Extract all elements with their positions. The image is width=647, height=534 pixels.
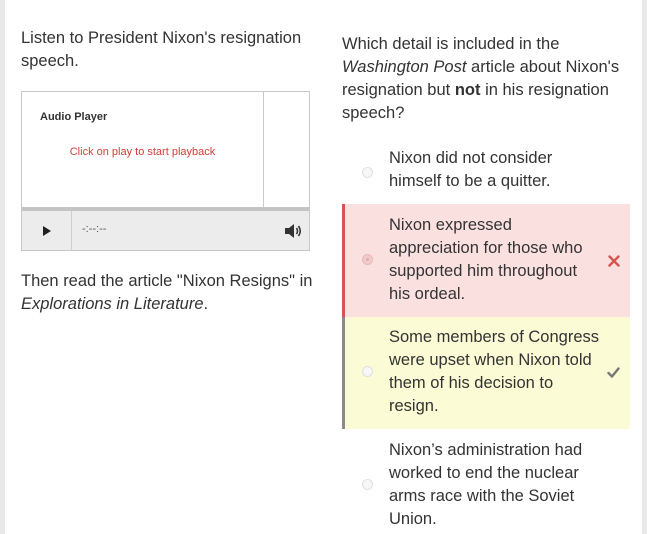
question-source: Washington Post: [342, 58, 467, 76]
player-title: Audio Player: [40, 111, 108, 123]
question-part-2: article about Nixon's resignation but: [342, 58, 620, 99]
radio-button[interactable]: [362, 167, 373, 178]
question-part-3: in his resignation speech?: [342, 81, 609, 122]
answer-option-4[interactable]: [342, 429, 630, 534]
answer-option-2[interactable]: [342, 204, 630, 317]
play-icon: [43, 226, 51, 236]
question-part-1: Which detail is included in the: [342, 35, 560, 53]
playback-message: Click on play to start playback: [69, 146, 216, 158]
answer-option-text: Nixon expressed appreciation for those who supported him throughout his ordeal.: [389, 216, 583, 303]
player-controls: [22, 211, 309, 250]
content-card: [5, 0, 642, 534]
reading-instruction-prefix: Then read the article "Nixon Resigns" in: [21, 272, 313, 290]
answer-option-3[interactable]: [342, 317, 630, 429]
x-icon: [608, 255, 620, 267]
question-emphasis: not: [454, 81, 481, 99]
time-display: -:--:--: [82, 223, 107, 235]
radio-button[interactable]: [362, 366, 373, 377]
reading-instruction-suffix: .: [203, 295, 209, 313]
check-icon: [607, 367, 620, 378]
question-text: [342, 33, 632, 125]
answer-option-text: Nixon did not consider himself to be a quitter.: [389, 149, 553, 190]
audio-player: [21, 91, 310, 251]
answer-option-1[interactable]: [342, 141, 630, 204]
volume-button[interactable]: [284, 222, 304, 240]
reading-instruction: [21, 270, 313, 316]
radio-button[interactable]: [362, 479, 373, 490]
book-title: Explorations in Literature: [21, 295, 204, 313]
answer-option-text: Some members of Congress were upset when Nixon told them of his decision to resign.: [389, 328, 599, 415]
radio-button[interactable]: [362, 254, 373, 265]
player-screen[interactable]: [22, 92, 264, 207]
answer-option-text: Nixon’s administration had worked to end the nuclear arms race with the Soviet Union.: [389, 441, 583, 528]
listen-instruction: Listen to President Nixon's resignation speech.: [21, 29, 302, 70]
volume-icon: [284, 222, 304, 240]
play-button[interactable]: [22, 211, 72, 250]
